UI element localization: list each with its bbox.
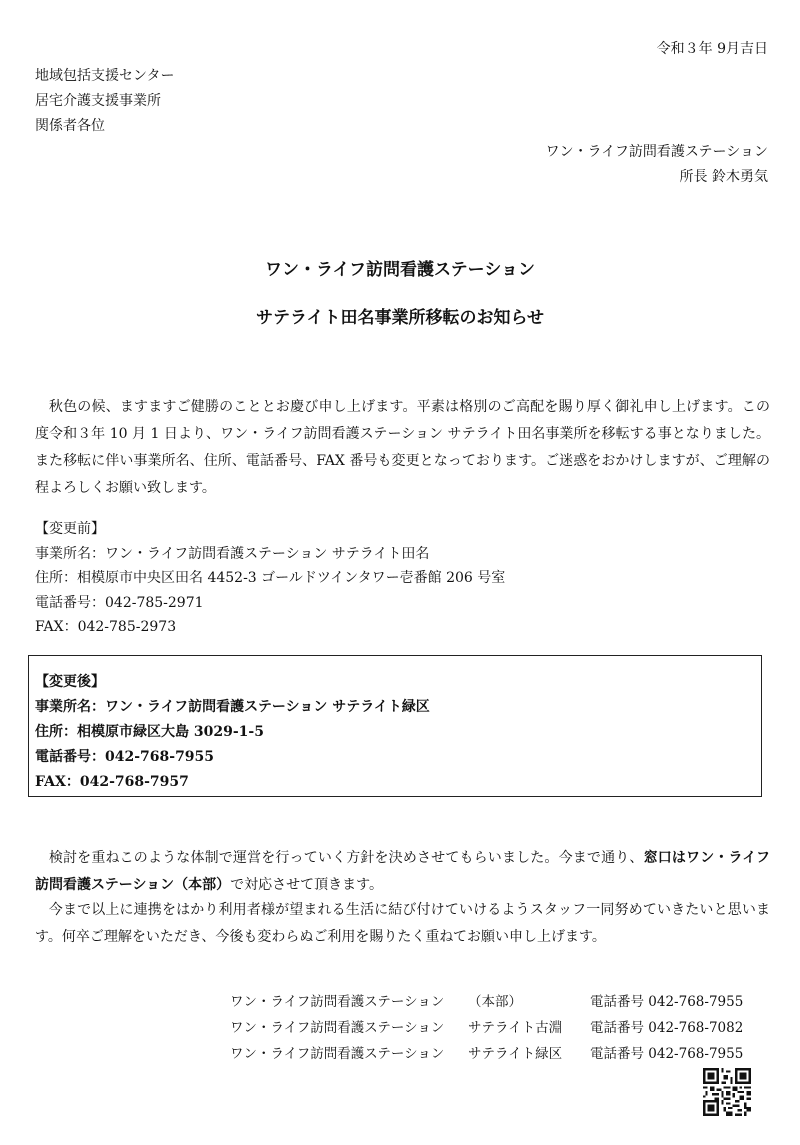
before-heading: 【変更前】 (35, 521, 105, 537)
closing1-pre: 検討を重ねこのような体制で運営を行っていく方針を決めさせてもらいました。今まで通り、 (48, 850, 644, 866)
after-fax: FAX：042-768-7957 (35, 774, 189, 790)
contact-branch: サテライト緑区 (468, 1046, 563, 1062)
contact-org: ワン・ライフ訪問看護ステーション (230, 1020, 445, 1036)
recipient-line: 居宅介護支援事業所 (35, 93, 161, 109)
closing1-post: で対応させて頂きます。 (230, 877, 384, 893)
before-fax: FAX：042-785-2973 (35, 619, 177, 635)
recipients-block (35, 64, 174, 139)
contact-row (230, 1013, 743, 1039)
after-name: 事業所名：ワン・ライフ訪問看護ステーション サテライト緑区 (35, 699, 430, 715)
contact-phone: 電話番号 042-768-7955 (590, 1046, 744, 1062)
contact-row (230, 987, 743, 1013)
contact-phone: 電話番号 042-768-7082 (590, 1020, 744, 1036)
contact-table (230, 987, 743, 1065)
recipient-line: 関係者各位 (35, 118, 105, 134)
intro-text: 秋色の候、ますますご健勝のこととお慶び申し上げます。平素は格別のご高配を賜り厚く御礼申し上げます。この度令和３年 10 月 1 日より、ワン・ライフ訪問看護ステーション サテライト田名事業所を移転する事となりました。また移転に伴い事業所名、住所、電話番号、FAX 番号も変更となっております。ご迷惑をおかけしますが、ご理解の程よろしくお願い致します。 (35, 399, 770, 496)
document-date: 令和３年 9月吉日 (656, 41, 768, 57)
before-phone: 電話番号：042-785-2971 (35, 594, 204, 611)
contact-row (230, 1039, 743, 1065)
after-change-box (28, 655, 762, 797)
sender-director: 所長 鈴木勇気 (679, 169, 768, 185)
qr-code-icon[interactable] (703, 1068, 751, 1116)
contact-phone: 電話番号 042-768-7955 (590, 994, 744, 1010)
contact-org: ワン・ライフ訪問看護ステーション (230, 1046, 445, 1062)
sender-organization: ワン・ライフ訪問看護ステーション (545, 144, 768, 160)
contact-branch: （本部） (468, 994, 522, 1010)
closing-paragraph-1 (35, 845, 770, 899)
contact-org: ワン・ライフ訪問看護ステーション (230, 994, 445, 1010)
before-address: 住所：相模原市中央区田名 4452-3 ゴールドツインタワー壱番館 206 号室 (35, 570, 506, 586)
document-title-line1: ワン・ライフ訪問看護ステーション (265, 260, 535, 280)
before-change-block (35, 517, 505, 640)
intro-paragraph (35, 394, 770, 502)
contact-branch: サテライト古淵 (468, 1020, 563, 1036)
after-address: 住所：相模原市緑区大島 3029-1-5 (35, 724, 264, 740)
document-title-line2: サテライト田名事業所移転のお知らせ (256, 308, 544, 328)
recipient-line: 地域包括支援センター (35, 68, 175, 84)
after-heading: 【変更後】 (35, 674, 105, 690)
closing2-text: 今まで以上に連携をはかり利用者様が望まれる生活に結び付けていけるようスタッフ一同努めていきたいと思います。何卒ご理解をいただき、今後も変わらぬご利用を賜りたく重ねてお願い申し上げます。 (35, 902, 771, 945)
closing-paragraph-2 (35, 897, 770, 951)
closing1-bold: 窓口はワン・ライフ訪問看護ステーション（本部） (35, 850, 771, 893)
sender-block (546, 140, 768, 190)
after-phone: 電話番号：042-768-7955 (35, 749, 215, 765)
before-name: 事業所名：ワン・ライフ訪問看護ステーション サテライト田名 (35, 545, 430, 562)
